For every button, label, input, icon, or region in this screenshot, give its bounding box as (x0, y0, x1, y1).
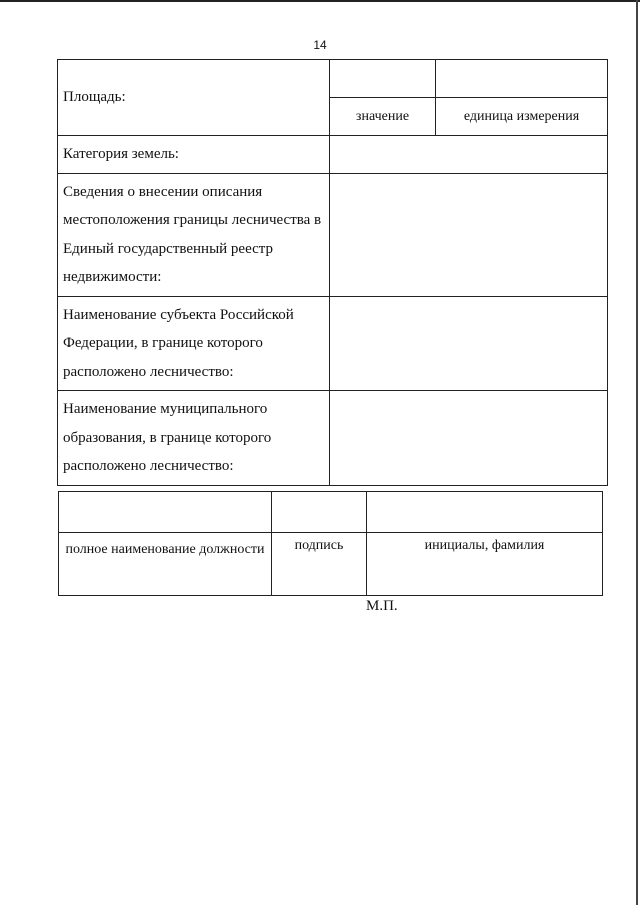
position-field (59, 492, 272, 533)
signature-table (58, 491, 603, 596)
area-unit-cell (436, 60, 608, 98)
page-number: 14 (313, 38, 327, 52)
area-row-top (58, 60, 608, 98)
forestry-info-table (57, 59, 608, 486)
table-row (58, 173, 608, 296)
registry-info-label: Сведения о внесении описания местоположения границы лесничества в Единый государственный реестр недвижимости: (58, 173, 330, 296)
page-border-top (0, 0, 640, 2)
page-border-right (636, 0, 638, 905)
table-row (58, 296, 608, 391)
stamp-label: М.П. (366, 598, 398, 614)
unit-column-caption: единица измерения (436, 98, 608, 136)
municipality-label: Наименование муниципального образования, в границе которого расположено лесничество: (58, 391, 330, 486)
federal-subject-value (330, 296, 608, 391)
name-caption: инициалы, фамилия (367, 533, 603, 596)
table-row (58, 391, 608, 486)
signature-field (272, 492, 367, 533)
area-label: Площадь: (58, 60, 330, 136)
federal-subject-label: Наименование субъекта Российской Федерации, в границе которого расположено лесничество: (58, 296, 330, 391)
registry-info-value (330, 173, 608, 296)
land-category-label: Категория земель: (58, 136, 330, 174)
table-row (58, 136, 608, 174)
signature-fill-row (59, 492, 603, 533)
value-column-caption: значение (330, 98, 436, 136)
area-value-cell (330, 60, 436, 98)
position-caption: полное наименование должности (59, 533, 272, 596)
signature-caption-row (59, 533, 603, 596)
name-field (367, 492, 603, 533)
land-category-value (330, 136, 608, 174)
signature-caption: подпись (272, 533, 367, 596)
municipality-value (330, 391, 608, 486)
